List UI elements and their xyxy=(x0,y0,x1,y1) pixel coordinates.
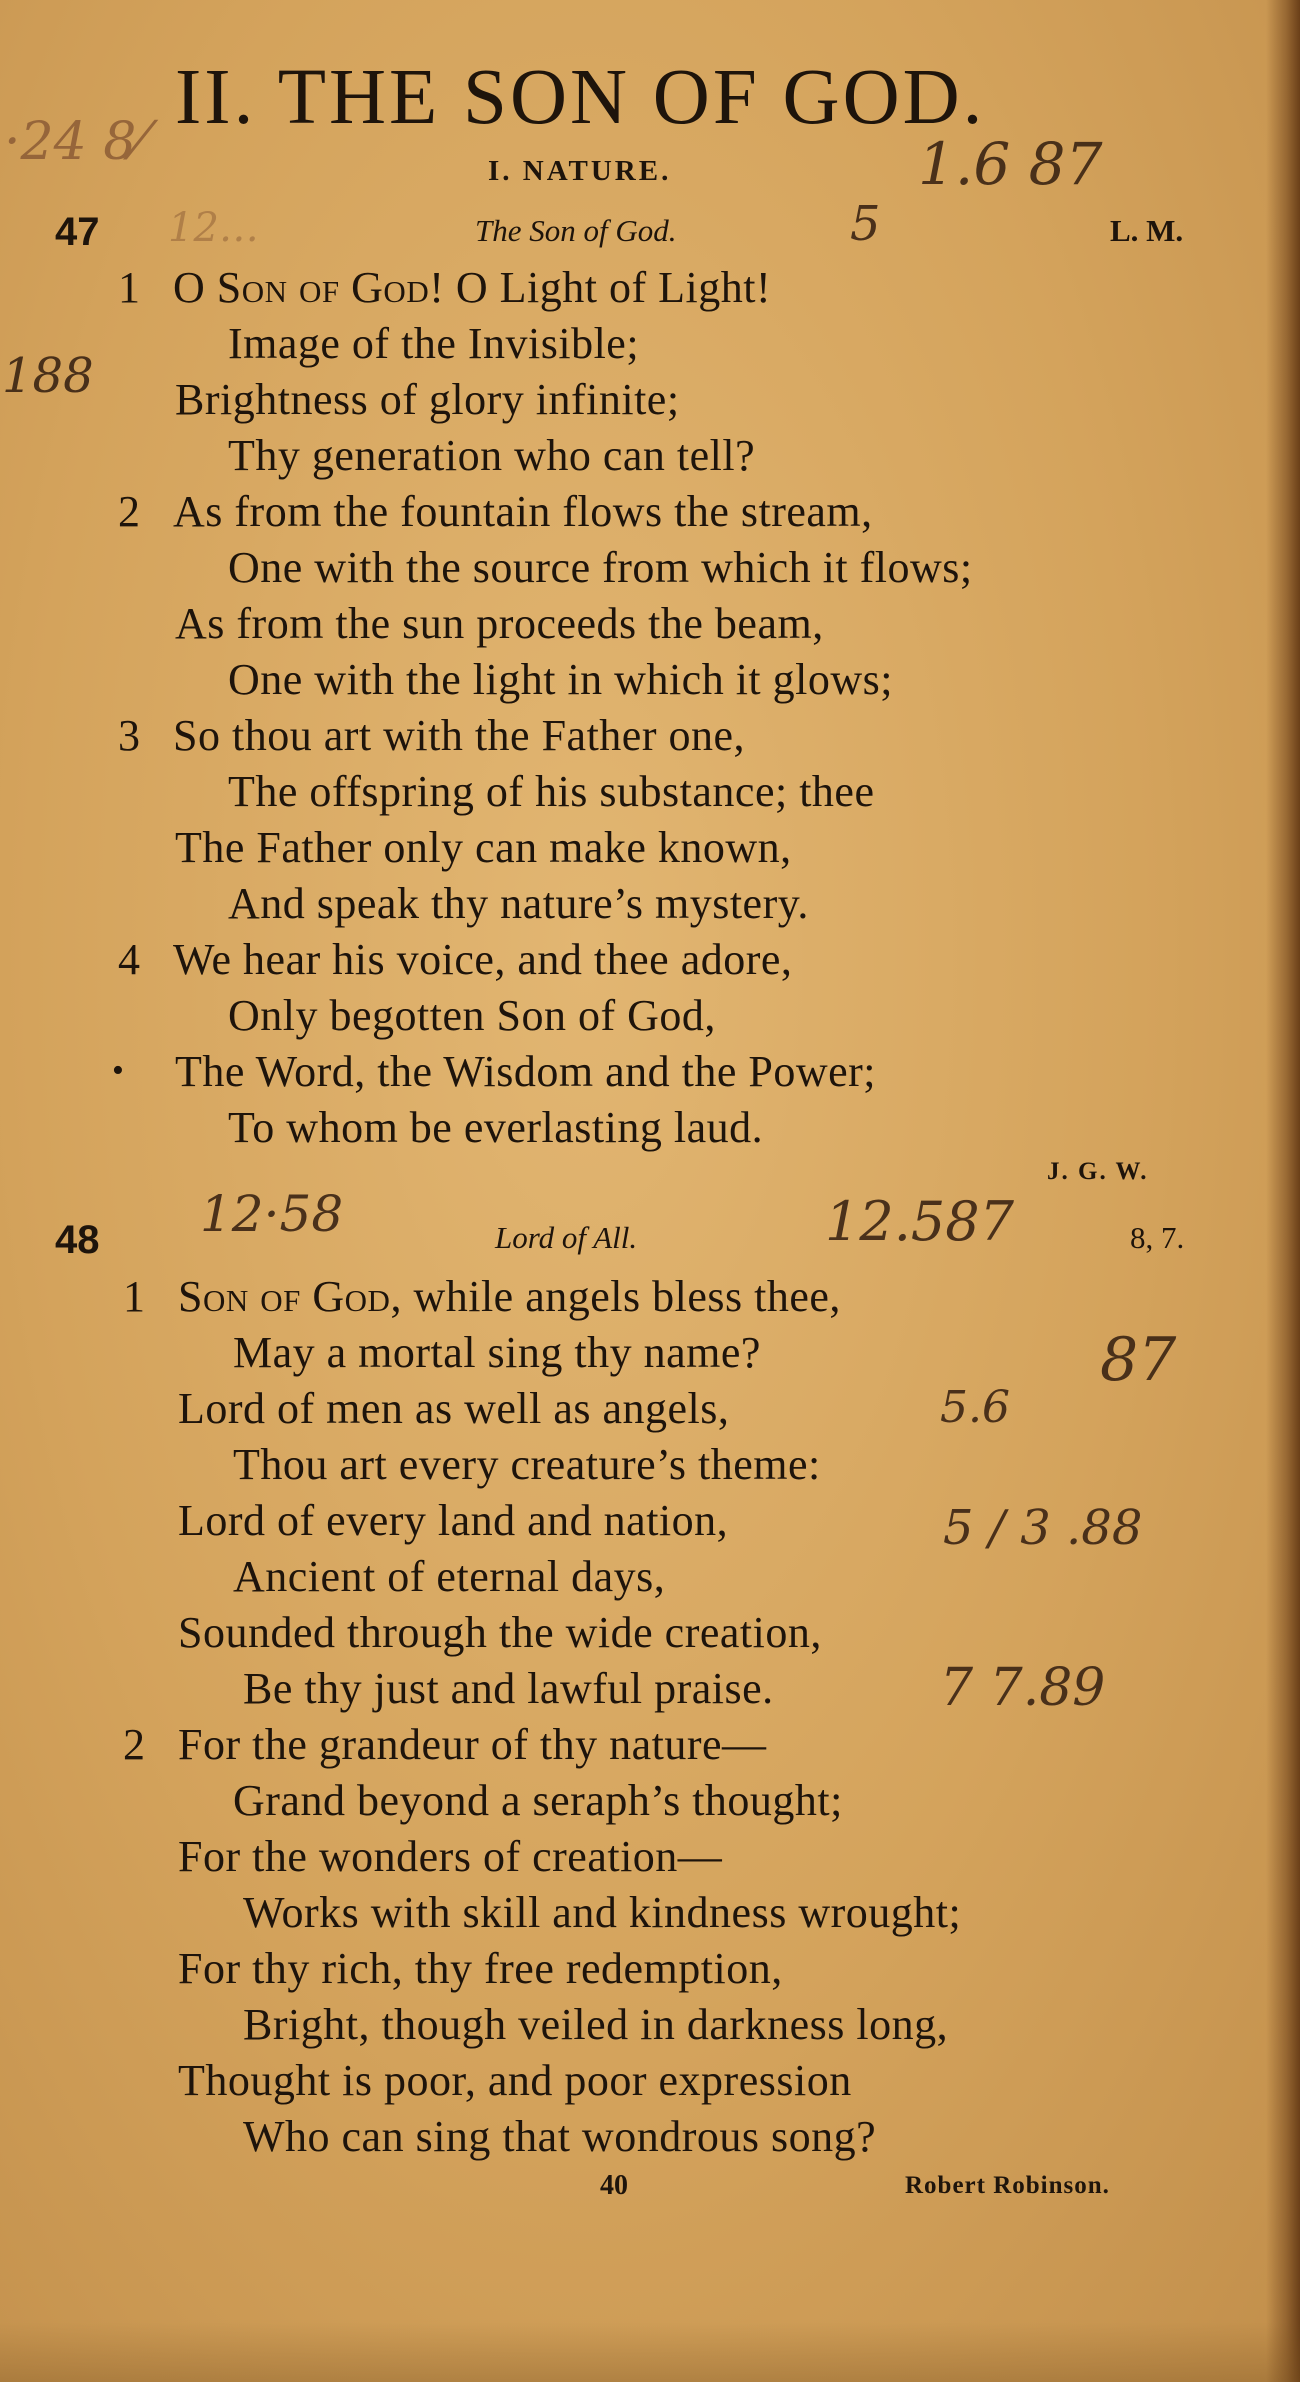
verse-line: Lord of every land and nation, xyxy=(178,1496,729,1545)
verse-line: The Father only can make known, xyxy=(175,823,792,872)
verse-line: Sounded through the wide creation, xyxy=(178,1608,822,1657)
verse-line: One with the source from which it flows; xyxy=(228,543,973,592)
verse-line: Thou art every creature’s theme: xyxy=(233,1440,821,1489)
verse-line: Works with skill and kindness wrought; xyxy=(243,1888,962,1937)
hymn-name: Lord of All. xyxy=(495,1220,638,1255)
verse-line: Image of the Invisible; xyxy=(228,319,640,368)
verse-line-prefix: O xyxy=(173,263,217,312)
handwritten-note-hymn-47-left: 12… xyxy=(168,205,259,251)
verse-line: And speak thy nature’s mystery. xyxy=(228,879,809,928)
verse-mark: • xyxy=(112,1052,124,1089)
verse-line: Bright, though veiled in darkness long, xyxy=(243,2000,949,2049)
handwritten-note-left-margin: 188 xyxy=(2,348,94,404)
hymn-name: The Son of God. xyxy=(475,213,677,248)
verse-line: As from the sun proceeds the beam, xyxy=(175,599,824,648)
handwritten-note-top-right: 1.6 87 xyxy=(918,130,1103,198)
handwritten-note-hymn-48-right: 12.587 xyxy=(825,1190,1014,1253)
verse-line: Ancient of eternal days, xyxy=(233,1552,666,1601)
hymn-meter: 8, 7. xyxy=(1130,1220,1185,1255)
verse-line: The offspring of his substance; thee xyxy=(228,767,875,816)
verse-number: 1 xyxy=(123,1272,145,1321)
verse-number: 2 xyxy=(118,487,140,536)
verse-line: Who can sing that wondrous song? xyxy=(243,2112,877,2161)
handwritten-note-verse-1-b: 5.6 xyxy=(940,1382,1010,1433)
verse-number: 4 xyxy=(118,935,140,984)
subsection-title: I. NATURE. xyxy=(488,155,672,187)
verse-line: Thy generation who can tell? xyxy=(228,431,756,480)
verse-line: Brightness of glory infinite; xyxy=(175,375,680,424)
verse-line: Only begotten Son of God, xyxy=(228,991,716,1040)
handwritten-note-verse-1-d: 7 7.89 xyxy=(940,1658,1106,1718)
verse-number: 2 xyxy=(123,1720,145,1769)
page-bottom-shade xyxy=(0,2322,1300,2382)
verse-line: Be thy just and lawful praise. xyxy=(243,1664,774,1713)
verse-line: As from the fountain flows the stream, xyxy=(173,487,873,536)
handwritten-note-hymn-48-left: 12·58 xyxy=(200,1185,344,1243)
hymn-author: Robert Robinson. xyxy=(905,2172,1110,2199)
verse-line: May a mortal sing thy name? xyxy=(233,1328,761,1377)
hymn-author: J. G. W. xyxy=(1047,1158,1149,1185)
verse-number: 1 xyxy=(118,263,140,312)
page-edge-shadow xyxy=(1266,0,1300,2382)
verse-number: 3 xyxy=(118,711,140,760)
verse-line: Grand beyond a seraph’s thought; xyxy=(233,1776,843,1825)
verse-line: To whom be everlasting laud. xyxy=(228,1103,764,1152)
verse-line: For thy rich, thy free redemption, xyxy=(178,1944,783,1993)
handwritten-note-hymn-47-right: 5 xyxy=(850,196,881,252)
verse-line-suffix: ! O Light of Light! xyxy=(429,263,772,312)
page-number: 40 xyxy=(600,2170,628,2201)
verse-line-small-caps: Son of God xyxy=(216,263,430,312)
verse-line xyxy=(178,1272,841,1321)
verse-line: Thought is poor, and poor expression xyxy=(178,2056,852,2105)
hymn-number: 48 xyxy=(55,1218,100,1262)
verse-line: For the wonders of creation— xyxy=(178,1832,723,1881)
verse-line xyxy=(173,263,772,312)
verse-line-small-caps: Son of God xyxy=(178,1272,391,1321)
handwritten-note-verse-1-c: 5 / 3 .88 xyxy=(943,1500,1143,1556)
section-title: II. THE SON OF GOD. xyxy=(175,54,986,141)
verse-line-suffix: , while angels bless thee, xyxy=(390,1272,841,1321)
verse-line: We hear his voice, and thee adore, xyxy=(173,935,793,984)
handwritten-note-top-left: ·24 8⁄ xyxy=(4,112,145,172)
handwritten-note-verse-1-a: 87 xyxy=(1100,1325,1177,1395)
verse-line: Lord of men as well as angels, xyxy=(178,1384,730,1433)
hymn-meter: L. M. xyxy=(1110,213,1184,248)
verse-line: One with the light in which it glows; xyxy=(228,655,894,704)
verse-line: For the grandeur of thy nature— xyxy=(178,1720,767,1769)
hymn-number: 47 xyxy=(55,210,100,254)
verse-line: The Word, the Wisdom and the Power; xyxy=(175,1047,877,1096)
verse-line: So thou art with the Father one, xyxy=(173,711,746,760)
